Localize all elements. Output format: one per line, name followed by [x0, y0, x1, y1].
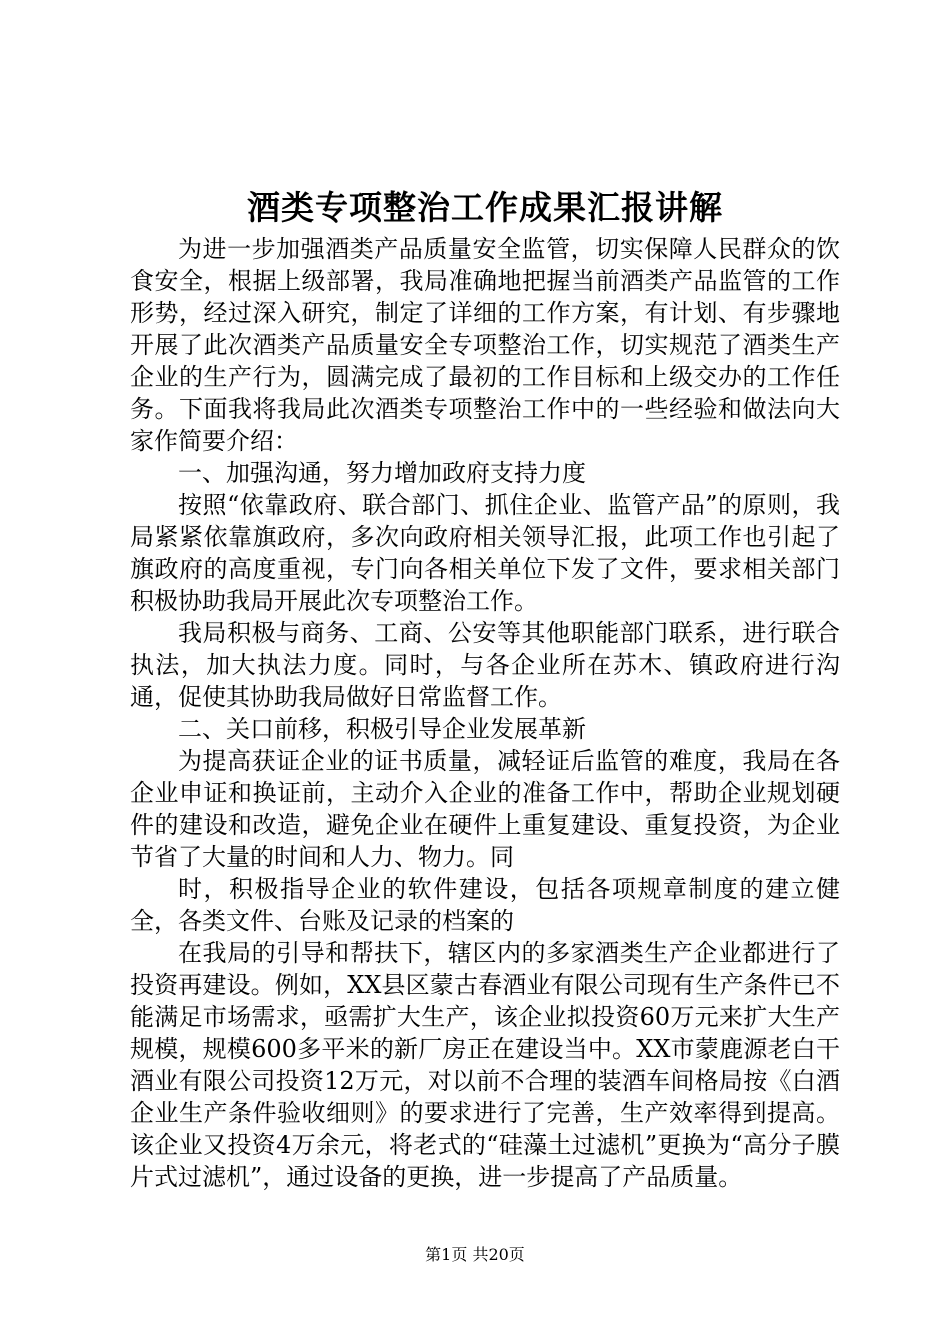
document-title: 酒类专项整治工作成果汇报讲解 — [247, 188, 723, 227]
section-heading-1: 一、加强沟通，努力增加政府支持力度 — [178, 459, 586, 487]
paragraph-joint-enforcement: 我局积极与商务、工商、公安等其他职能部门联系，进行联合执法，加大执法力度。同时，与各企业所在苏木、镇政府进行沟通，促使其协助我局做好日常监督工作。 — [130, 619, 840, 711]
section-heading-2: 二、关口前移，积极引导企业发展革新 — [178, 715, 586, 743]
paragraph-software-guidance: 时，积极指导企业的软件建设，包括各项规章制度的建立健全，各类文件、台账及记录的档案的 — [130, 875, 840, 935]
page-footer: 第1页 共20页 — [425, 1245, 525, 1264]
document-page — [130, 0, 840, 1344]
document-body — [130, 233, 840, 1193]
paragraph-investment-examples: 在我局的引导和帮扶下，辖区内的多家酒类生产企业都进行了投资再建设。例如，XX县区蒙古春酒业有限公司现有生产条件已不能满足市场需求，亟需扩大生产，该企业拟投资60万元来扩大生产规模，规模600多平米的新厂房正在建设当中。XX市蒙鹿源老白干酒业有限公司投资12万元，对以前不合理的装酒车间格局按《白酒企业生产条件验收细则》的要求进行了完善，生产效率得到提高。该企业又投资4万余元，将老式的“硅藻土过滤机”更换为“高分子膜片式过滤机”，通过设备的更换，进一步提高了产品质量。 — [130, 939, 840, 1191]
paragraph-intro: 为进一步加强酒类产品质量安全监管，切实保障人民群众的饮食安全，根据上级部署，我局准确地把握当前酒类产品监管的工作形势，经过深入研究，制定了详细的工作方案，有计划、有步骤地开展了此次酒类产品质量安全专项整治工作，切实规范了酒类生产企业的生产行为，圆满完成了最初的工作目标和上级交办的工作任务。下面我将我局此次酒类专项整治工作中的一些经验和做法向大家作简要介绍： — [130, 235, 840, 455]
paragraph-government-support: 按照“依靠政府、联合部门、抓住企业、监管产品”的原则，我局紧紧依靠旗政府，多次向政府相关领导汇报，此项工作也引起了旗政府的高度重视，专门向各相关单位下发了文件，要求相关部门积极协助我局开展此次专项整治工作。 — [130, 491, 840, 615]
paragraph-certificate-quality: 为提高获证企业的证书质量，减轻证后监管的难度，我局在各企业申证和换证前，主动介入企业的准备工作中，帮助企业规划硬件的建设和改造，避免企业在硬件上重复建设、重复投资，为企业节省了大量的时间和人力、物力。同 — [130, 747, 840, 871]
